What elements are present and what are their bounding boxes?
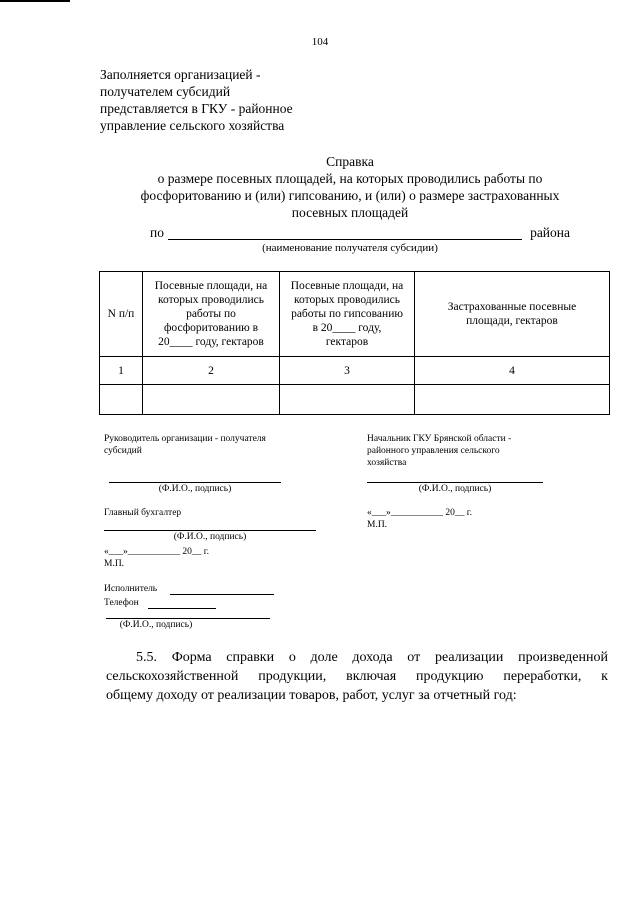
recipient-line <box>150 225 570 243</box>
intro-line: Заполняется организацией - <box>100 67 261 82</box>
column-number: 3 <box>280 357 415 385</box>
fio-sign-caption: (Ф.И.О., подпись) <box>119 620 193 630</box>
recipient-caption: (наименование получателя субсидии) <box>262 242 438 254</box>
column-number: 4 <box>415 357 610 385</box>
fio-sign-caption: (Ф.И.О., подпись) <box>418 484 492 494</box>
title-line: посевных площадей <box>291 205 409 220</box>
table-header-row <box>100 272 610 357</box>
intro-note <box>100 66 293 134</box>
mp-right: М.П. <box>367 520 388 530</box>
paragraph-line: 5.5. Форма справки о доле дохода от реализации произведенной <box>136 650 608 665</box>
title-heading: Справка <box>326 154 374 169</box>
recipient-blank[interactable] <box>168 239 522 240</box>
table-cell[interactable] <box>280 385 415 415</box>
header-text: площади, гектаров <box>466 315 558 327</box>
header-cell-phosphorite <box>143 272 280 357</box>
fio-sign-caption: (Ф.И.О., подпись) <box>158 484 232 494</box>
table-cell[interactable] <box>100 385 143 415</box>
phone-label: Телефон <box>104 598 139 608</box>
paragraph-line: сельскохозяйственной продукции, включая продукцию переработки, к <box>106 669 608 684</box>
table-cell[interactable] <box>415 385 610 415</box>
dept-head-line: хозяйства <box>367 458 407 468</box>
intro-line: управление сельского хозяйства <box>100 118 285 133</box>
header-text: которых проводились <box>158 294 264 306</box>
header-cell-number <box>100 272 143 357</box>
fio-sign-caption: (Ф.И.О., подпись) <box>173 532 247 542</box>
chief-accountant-label: Главный бухгалтер <box>104 508 182 518</box>
data-table <box>99 271 610 415</box>
header-text: 20____ году, гектаров <box>158 336 264 348</box>
date-left: «___»___________ 20__ г. <box>104 547 209 557</box>
top-edge-line <box>0 0 70 2</box>
document-title <box>60 153 640 221</box>
dept-head-line: Начальник ГКУ Брянской области - <box>367 434 512 444</box>
header-text: фосфоритованию в <box>163 322 259 334</box>
title-line: о размере посевных площадей, на которых проводились работы по <box>157 171 543 186</box>
column-number: 1 <box>100 357 143 385</box>
recipient-suffix: района <box>530 225 570 240</box>
header-text: Застрахованные посевные <box>447 301 577 313</box>
header-text: N п/п <box>107 308 135 320</box>
header-text: которых проводились <box>294 294 400 306</box>
dept-head-signature-line[interactable] <box>367 481 543 483</box>
executor-label: Исполнитель <box>104 584 158 594</box>
section-paragraph <box>106 648 608 705</box>
header-text: в 20____ году, <box>312 322 382 334</box>
executor-line[interactable] <box>170 593 274 595</box>
paragraph-line: общему доходу от реализации товаров, работ, услуг за отчетный год: <box>106 688 517 703</box>
intro-line: представляется в ГКУ - районное <box>100 101 293 116</box>
intro-line: получателем субсидий <box>100 84 231 99</box>
header-text: Посевные площади, на <box>290 280 404 292</box>
org-head-label <box>104 433 266 457</box>
executor-signature-line[interactable] <box>106 617 270 619</box>
chief-accountant-signature-line[interactable] <box>104 529 316 531</box>
dept-head-label <box>367 433 511 469</box>
dept-head-line: районного управления сельского <box>367 446 500 456</box>
phone-line[interactable] <box>148 607 216 609</box>
header-text: гектаров <box>325 336 369 348</box>
header-text: работы по гипсованию <box>291 308 403 320</box>
page-number: 104 <box>311 36 329 48</box>
table-row <box>100 385 610 415</box>
header-text: Посевные площади, на <box>154 280 268 292</box>
date-right: «___»___________ 20__ г. <box>367 508 472 518</box>
header-cell-insured <box>415 272 610 357</box>
recipient-prefix: по <box>150 225 164 240</box>
table-row <box>100 357 610 385</box>
org-head-signature-line[interactable] <box>109 481 281 483</box>
mp-left: М.П. <box>104 559 125 569</box>
header-text: работы по <box>186 308 236 320</box>
title-line: фосфоритованию и (или) гипсованию, и (или) о размере застрахованных <box>140 188 560 203</box>
column-number: 2 <box>143 357 280 385</box>
org-head-line: Руководитель организации - получателя <box>104 434 266 444</box>
header-cell-gypsum <box>280 272 415 357</box>
table-cell[interactable] <box>143 385 280 415</box>
org-head-line: субсидий <box>104 446 142 456</box>
